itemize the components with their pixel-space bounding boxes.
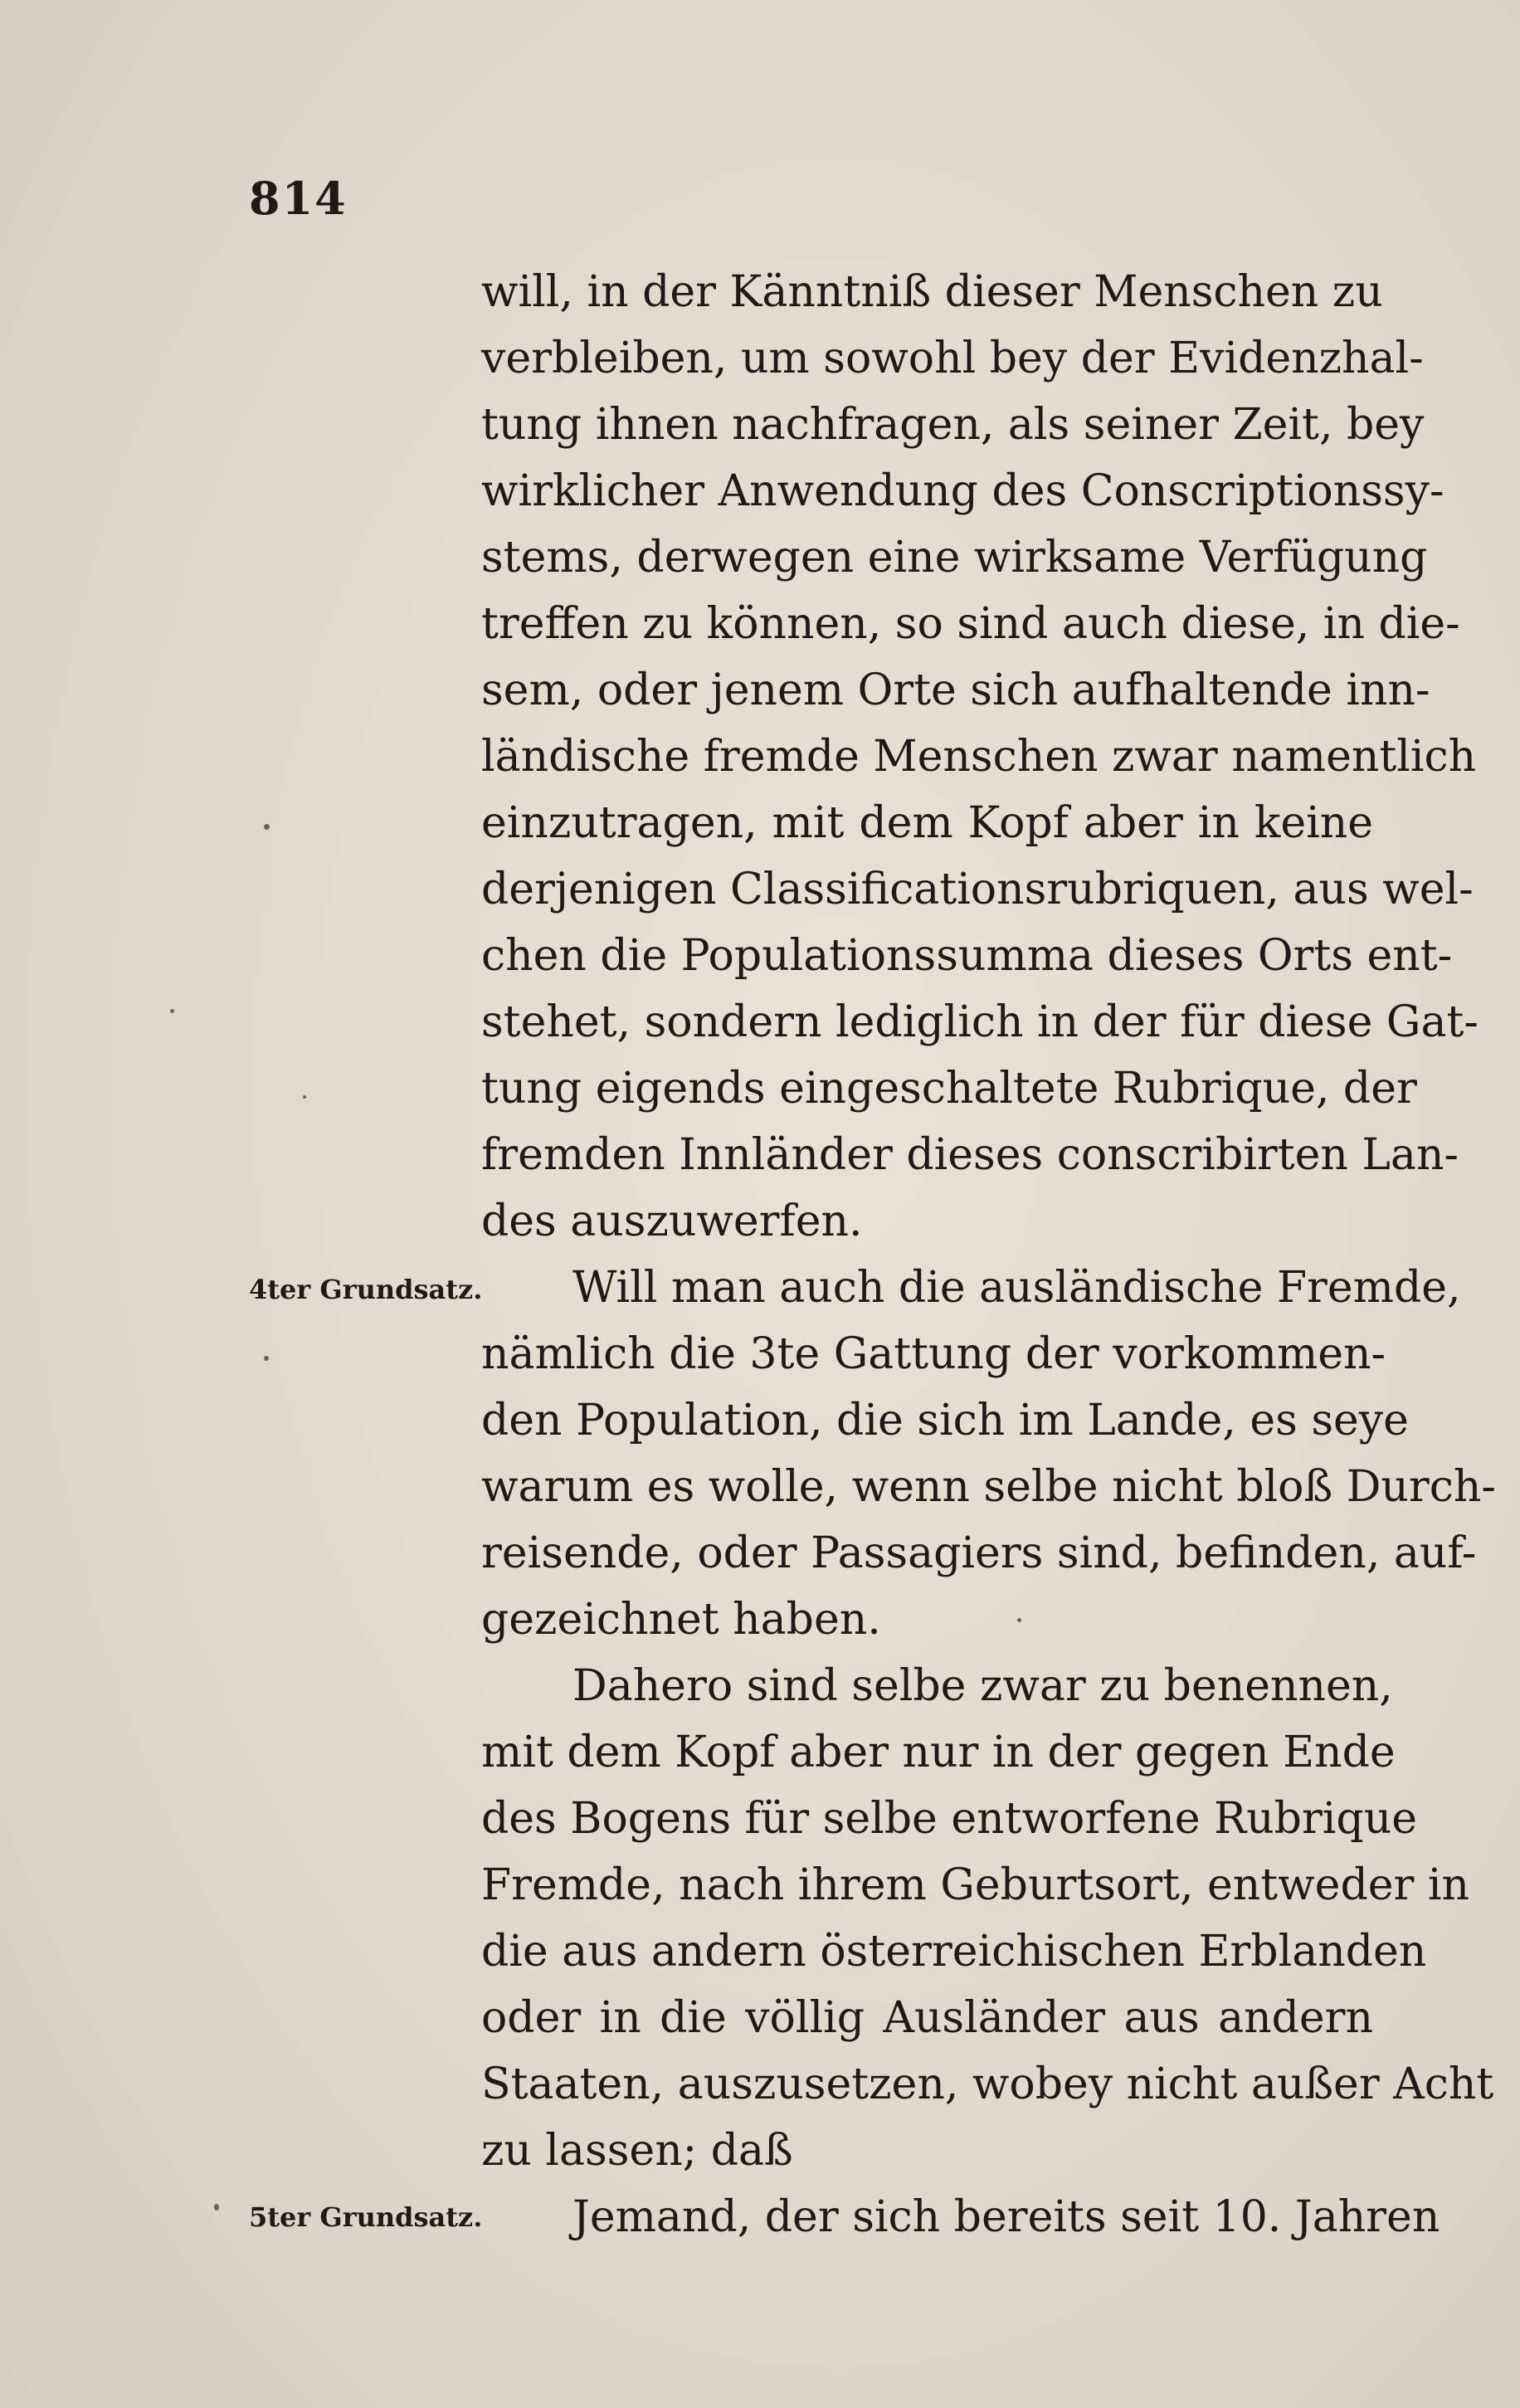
text-line: Staaten, auszusetzen, wobey nicht außer Acht	[481, 2059, 1494, 2109]
text-line: die aus andern österreichischen Erblanden	[481, 1927, 1427, 1977]
text-line: Fremde, nach ihrem Geburtsort, entweder in	[481, 1860, 1470, 1910]
paper-speck	[264, 824, 270, 830]
text-line: Dahero sind selbe zwar zu benennen,	[572, 1661, 1393, 1711]
text-line: einzutragen, mit dem Kopf aber in keine	[481, 798, 1373, 848]
text-line: will, in der Känntniß dieser Menschen zu	[481, 267, 1383, 317]
text-line: warum es wolle, wenn selbe nicht bloß Durch-	[481, 1462, 1496, 1512]
text-line: tung ihnen nachfragen, als seiner Zeit, bey	[481, 400, 1425, 450]
text-line: fremden Innländer dieses conscribirten Lan-	[481, 1130, 1459, 1180]
paper-speck	[170, 1009, 174, 1013]
text-line: verbleiben, um sowohl bey der Evidenzhal-	[481, 334, 1424, 383]
text-line: stems, derwegen eine wirksame Verfügung	[481, 533, 1428, 583]
text-line: ländische fremde Menschen zwar namentlich	[481, 732, 1477, 782]
margin-note-4ter-grundsatz: 4ter Grundsatz.	[249, 1274, 483, 1305]
paragraph-4	[481, 2184, 1440, 2250]
margin-note-5ter-grundsatz: 5ter Grundsatz.	[249, 2201, 483, 2233]
text-line: tung eigends eingeschaltete Rubrique, der	[481, 1064, 1417, 1114]
text-line: stehet, sondern lediglich in der für diese Gat-	[481, 997, 1479, 1047]
paragraph-2	[481, 1255, 1496, 1653]
text-line: des auszuwerfen.	[481, 1197, 863, 1246]
page-number: 814	[249, 172, 348, 225]
paragraph-3	[481, 1653, 1494, 2184]
text-line: Will man auch die ausländische Fremde,	[572, 1263, 1461, 1313]
text-line: Jemand, der sich bereits seit 10. Jahren	[572, 2192, 1440, 2242]
text-line: mit dem Kopf aber nur in der gegen Ende	[481, 1728, 1396, 1777]
paragraph-1	[481, 259, 1479, 1255]
text-line: des Bogens für selbe entworfene Rubrique	[481, 1794, 1417, 1844]
text-line: nämlich die 3te Gattung der vorkommen-	[481, 1329, 1386, 1379]
text-line: sem, oder jenem Orte sich aufhaltende inn-	[481, 665, 1430, 715]
text-line: den Population, die sich im Lande, es seye	[481, 1396, 1409, 1445]
paper-speck	[264, 1356, 269, 1361]
text-line: chen die Populationssumma dieses Orts ent-	[481, 931, 1453, 981]
paper-speck	[214, 2204, 219, 2211]
text-line: zu lassen; daß	[481, 2126, 793, 2176]
text-line: derjenigen Classificationsrubriquen, aus wel-	[481, 865, 1474, 914]
text-line: gezeichnet haben.	[481, 1595, 881, 1645]
text-line: wirklicher Anwendung des Conscriptionssy-	[481, 466, 1444, 516]
paper-speck	[303, 1095, 306, 1099]
text-line: oder in die völlig Ausländer aus andern	[481, 1993, 1373, 2043]
text-line: reisende, oder Passagiers sind, befinden, auf-	[481, 1528, 1477, 1578]
text-line: treffen zu können, so sind auch diese, in die-	[481, 599, 1460, 649]
